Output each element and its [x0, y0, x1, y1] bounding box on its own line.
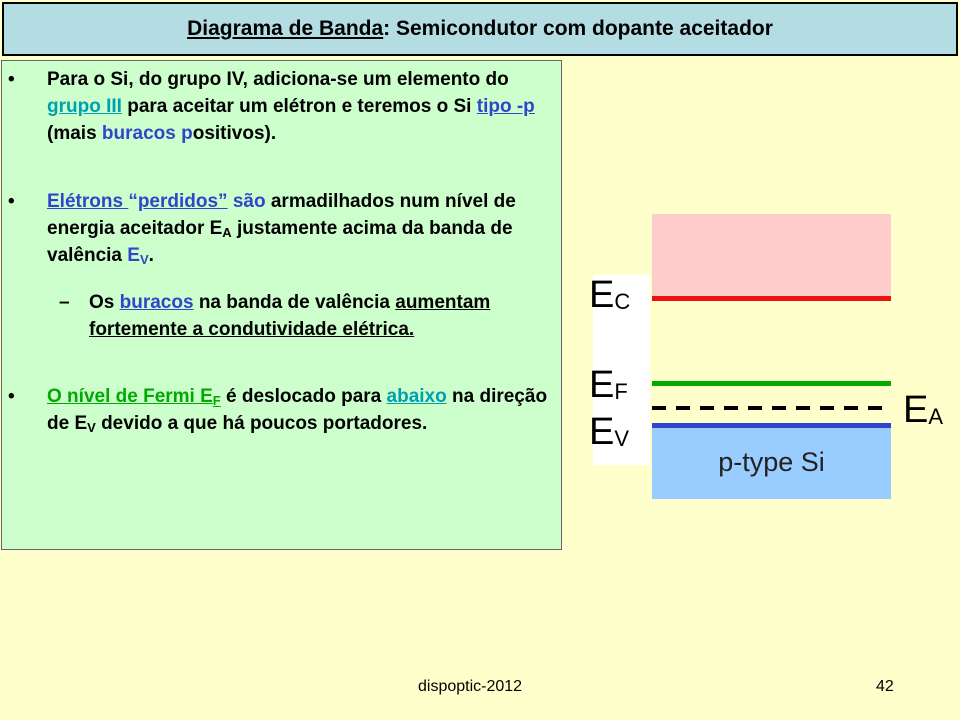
bullet-text: (mais	[47, 123, 102, 144]
conduction-level-line	[652, 296, 891, 301]
fermi-level-line	[652, 381, 891, 386]
bullet-1	[8, 66, 557, 147]
subscript-v: V	[139, 252, 149, 267]
link-eletrons[interactable]: Elétrons	[47, 191, 129, 212]
bullet-marker: •	[8, 191, 15, 212]
ea-label-main: E	[903, 389, 929, 431]
title-underlined-part: Diagrama de Banda	[187, 17, 384, 40]
ea-label	[903, 390, 943, 430]
bullet-3	[8, 383, 557, 437]
ev-label	[589, 412, 629, 452]
valence-band	[652, 425, 891, 499]
conduction-band	[652, 214, 891, 298]
bullet-2	[8, 188, 557, 269]
link-perdidos[interactable]: perdidos”	[137, 191, 228, 212]
slide-title	[187, 17, 773, 41]
bullet-text: Para o Si, do grupo IV, adiciona-se um elemento do	[47, 69, 509, 90]
ev-label-sub: V	[614, 426, 630, 451]
link-nivel-fermi[interactable]: O nível de Fermi E	[47, 386, 213, 407]
highlight-buracos: buracos	[101, 123, 176, 144]
sub-bullet-1	[59, 289, 549, 343]
ec-label	[589, 275, 630, 315]
link-abaixo[interactable]: abaixo	[386, 386, 447, 407]
bullet-text: é deslocado para	[220, 386, 387, 407]
title-rest: : Semicondutor com dopante aceitador	[383, 17, 773, 40]
acceptor-level-line	[652, 406, 891, 410]
ef-label	[589, 365, 628, 405]
subscript-v: V	[87, 420, 96, 435]
ec-label-sub: C	[614, 289, 631, 314]
title-bar	[2, 2, 958, 56]
link-grupo-iii[interactable]: grupo III	[47, 96, 122, 117]
highlight-p: p	[181, 123, 193, 144]
quote-open: “	[128, 191, 138, 212]
bullet-text: ositivos).	[192, 123, 277, 144]
bullet-text: justamente acima da banda de valência	[47, 218, 513, 266]
highlight-sao: são	[232, 191, 266, 212]
text-box	[1, 60, 562, 550]
bullet-text: para aceitar um elétron e teremos o Si	[121, 96, 477, 117]
subscript-f: F	[212, 393, 221, 408]
ec-label-main: E	[589, 274, 615, 316]
subscript-a: A	[222, 225, 232, 240]
bullet-text: na direção de E	[47, 386, 548, 434]
bullet-text: .	[148, 245, 154, 266]
bullet-marker: •	[8, 69, 15, 90]
footer-text: dispoptic-2012	[418, 678, 523, 695]
underlined-text: aumentam fortemente a condutividade elétrica.	[89, 292, 491, 340]
ev-label-main: E	[589, 411, 615, 453]
link-buracos[interactable]: buracos	[119, 292, 194, 313]
highlight-ev: E	[127, 245, 140, 266]
sub-bullet-marker: –	[59, 292, 70, 313]
valence-level-line	[652, 423, 891, 428]
bullet-text: na banda de valência	[193, 292, 396, 313]
band-label: p-type Si	[718, 446, 825, 477]
bullet-text: devido a que há poucos portadores.	[95, 413, 428, 434]
ef-label-sub: F	[614, 379, 628, 404]
ea-label-sub: A	[928, 404, 944, 429]
ef-label-main: E	[589, 364, 615, 406]
page-number: 42	[876, 678, 894, 695]
link-tipo-p[interactable]: tipo -p	[476, 96, 535, 117]
bullet-marker: •	[8, 386, 15, 407]
bullet-text: Os	[89, 292, 120, 313]
bullet-text: armadilhados num nível de energia aceitador E	[47, 191, 516, 239]
